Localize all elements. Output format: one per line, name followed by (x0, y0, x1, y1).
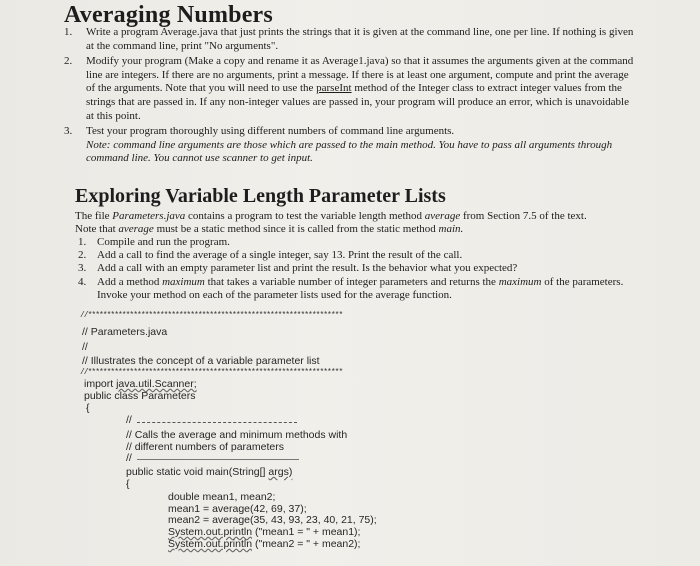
section-title-variable-length: Exploring Variable Length Parameter Lists (75, 185, 446, 207)
println-args: ("mean2 = " + mean2); (252, 538, 361, 550)
code-line (168, 526, 360, 538)
instructions-list-1 (64, 26, 634, 166)
code-brace: { (126, 478, 130, 490)
code-line (84, 378, 197, 390)
intro-text: The file (75, 210, 113, 222)
item-text: Test your program thoroughly using different numbers of command line arguments. (86, 125, 455, 138)
println-call: System.out.println (168, 538, 253, 550)
code-line: // (126, 452, 132, 464)
item-number: 3. (64, 125, 73, 138)
intro-method: average (118, 223, 154, 236)
intro-text: contains a program to test the variable length method (185, 210, 425, 222)
item-text: that takes a variable number of integer parameters and returns the (204, 275, 499, 288)
code-line: // Parameters.java (82, 326, 168, 338)
item-text: Add a call with an empty parameter list and print the result. Is the behavior what you expected? (97, 262, 518, 275)
section-title-averaging: Averaging Numbers (64, 2, 273, 28)
code-brace: { (86, 402, 90, 414)
intro-method: average (424, 210, 461, 222)
intro-text: from Section 7.5 of the text. (460, 210, 587, 222)
code-line: // Illustrates the concept of a variable parameter list (82, 355, 320, 367)
item-text-italic: maximum (162, 275, 205, 288)
code-line (126, 466, 292, 478)
section2-intro (75, 210, 615, 237)
item-text: Modify your program (Make a copy and rename it as Average1.java) so that it assumes the arguments given at the command line are integers. If there are no arguments, print a message. If there is at least one argument, compute and print the average of the arguments. Note that you will need to use the (86, 55, 634, 95)
intro-text: must be a static method since it is called from the static method (153, 223, 439, 236)
item-number: 1. (78, 236, 87, 248)
list-item (75, 276, 625, 302)
code-line: double mean1, mean2; (168, 491, 276, 503)
item-number: 4. (78, 275, 87, 288)
import-package: java.util.Scanner; (116, 378, 197, 390)
import-keyword: import (84, 378, 117, 390)
list-item (64, 55, 634, 123)
item-text: Add a method (97, 275, 163, 288)
intro-filename: Parameters.java (112, 210, 186, 222)
code-line: mean2 = average(35, 43, 93, 23, 40, 21, 75); (168, 514, 377, 526)
intro-text: Note that (75, 223, 119, 236)
code-line: mean1 = average(42, 69, 37); (168, 503, 307, 515)
println-args: ("mean1 = " + mean1); (252, 526, 361, 538)
code-line (168, 538, 360, 550)
item-number: 2. (78, 249, 87, 262)
code-line: // (82, 341, 88, 353)
item-text: Add a call to find the average of a single integer, say 13. Print the result of the call. (97, 249, 463, 262)
instructions-list-2 (75, 236, 625, 302)
list-item (75, 249, 625, 262)
code-line: // (126, 414, 132, 426)
item-text: Compile and run the program. (97, 236, 230, 248)
println-call: System.out.println (168, 526, 253, 538)
code-line: // different numbers of parameters (126, 441, 284, 453)
main-args: args) (268, 466, 293, 478)
intro-main: main. (438, 223, 464, 236)
item-note: Note: command line arguments are those which are passed to the main method. You have to pass all arguments through command line. You cannot use scanner to get input. (86, 138, 613, 165)
item-text: of the parameters. Invoke your method on each of the parameter lists used for the average function. (97, 275, 624, 301)
code-comment-stars: //******************************************************************* (80, 311, 343, 320)
parseint-link-text: parseInt (316, 82, 352, 95)
item-number: 2. (64, 55, 73, 68)
item-text: Write a program Average.java that just prints the strings that it is given at the command line, one per line. If nothing is given at the command line, print "No arguments". (86, 26, 634, 52)
comment-divider (137, 459, 299, 460)
list-item (75, 262, 625, 275)
code-comment-stars: //******************************************************************* (80, 368, 343, 377)
item-number: 3. (78, 262, 87, 275)
list-item (75, 236, 625, 249)
item-text-italic: maximum (498, 275, 542, 288)
code-line: public class Parameters (84, 390, 196, 402)
item-number: 1. (64, 26, 73, 38)
code-line: // Calls the average and minimum methods with (126, 429, 348, 441)
item-text: method of the Integer class to extract integer values from the strings that are passed in. If any non-integer values are passed in, your program will produce an error, which is unavoidable at this point. (86, 82, 629, 122)
main-signature: public static void main(String[] (126, 466, 269, 478)
list-item (64, 26, 634, 53)
comment-divider (137, 422, 297, 423)
list-item (64, 125, 634, 166)
